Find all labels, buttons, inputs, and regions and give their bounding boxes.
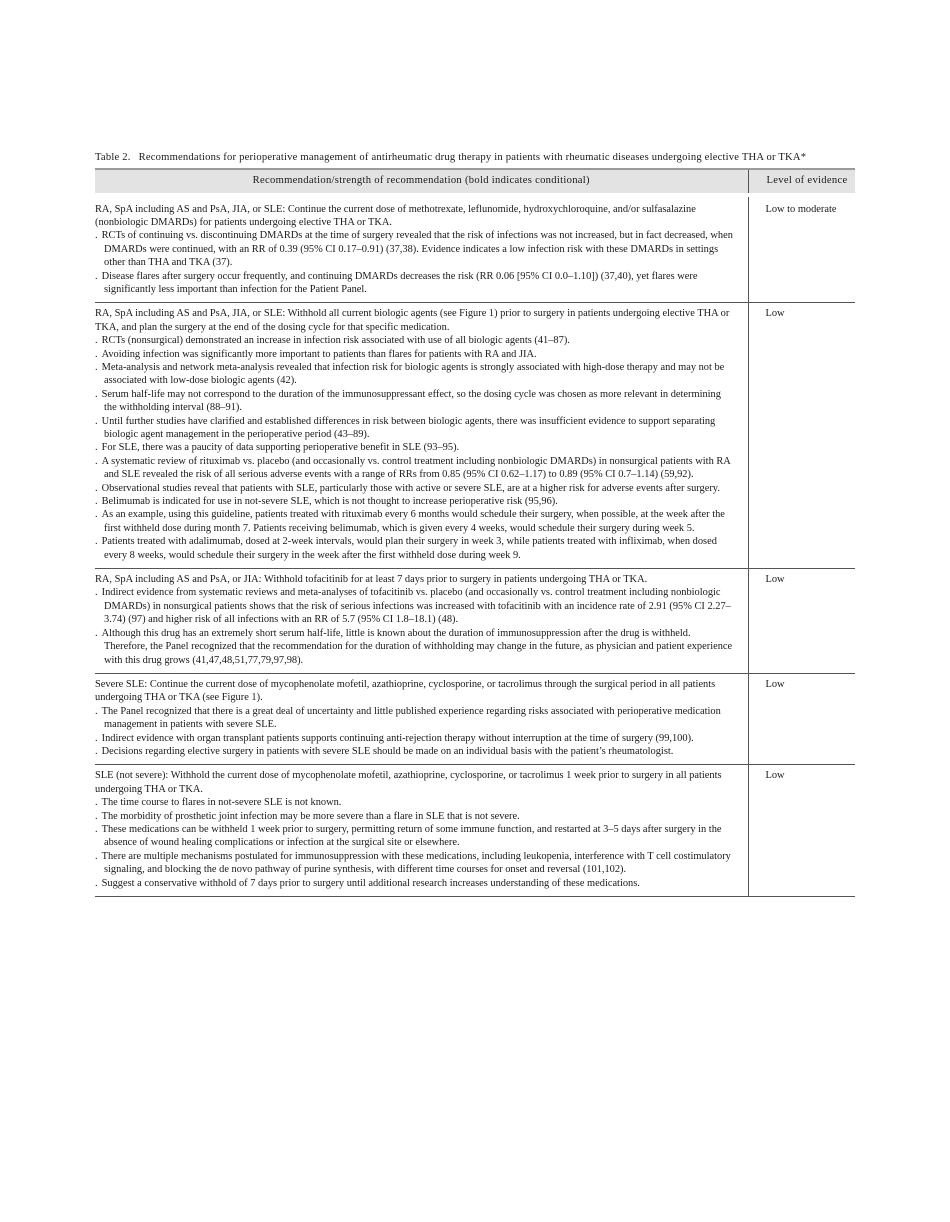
evidence-bullet: . The Panel recognized that there is a great deal of uncertainty and little published experience regarding risks associated with perioperative medication management in patients with severe SLE. [95,705,734,732]
evidence-bullet: . Suggest a conservative withhold of 7 days prior to surgery until additional research increases understanding of these medications. [95,877,734,890]
evidence-bullet: . Belimumab is indicated for use in not-severe SLE, which is not thought to increase perioperative risk (95,96). [95,495,734,508]
level-of-evidence-cell: Low [748,765,855,897]
table-body [95,195,855,897]
evidence-bullet: . Meta-analysis and network meta-analysis revealed that infection risk for biologic agents is strongly associated with high-dose therapy and may not be associated with low-dose biologic agents (42). [95,361,734,388]
evidence-bullet: . Until further studies have clarified and established differences in risk between biologic agents, there was insufficient evidence to support separating biologic agent management in the perioperative period (43–89). [95,415,734,442]
level-of-evidence-cell: Low [748,673,855,764]
evidence-bullet: . RCTs of continuing vs. discontinuing DMARDs at the time of surgery revealed that the risk of infections was not increased, but in fact decreased, when DMARDs were continued, with an RR of 0.39 (95% CI 0.17–0.91) (37,38). Evidence indicates a low infection risk with these DMARDs in settings other than THA and TKA (37). [95,229,734,269]
evidence-bullet: . Observational studies reveal that patients with SLE, particularly those with active or severe SLE, are at a higher risk for adverse events after surgery. [95,482,734,495]
header-recommendation: Recommendation/strength of recommendation (bold indicates conditional) [95,169,748,195]
recommendation-text: SLE (not severe): Withhold the current dose of mycophenolate mofetil, azathioprine, cyclosporine, or tacrolimus 1 week prior to surgery in all patients undergoing THA or TKA. [95,770,722,795]
evidence-bullet: . There are multiple mechanisms postulated for immunosuppression with these medications, including leukopenia, interference with T cell costimulatory signaling, and blocking the de novo pathway of purine synthesis, with different time courses for onset and reversal (101,102). [95,850,734,877]
recommendation-cell [95,303,748,569]
evidence-bullet: . The time course to flares in not-severe SLE is not known. [95,796,734,809]
supporting-evidence-list [95,796,734,890]
evidence-bullet: . Serum half-life may not correspond to the duration of the immunosuppressant effect, so the dosing cycle was chosen as more relevant in determining the withholding interval (88–91). [95,388,734,415]
level-of-evidence-cell: Low to moderate [748,195,855,303]
evidence-bullet: . Avoiding infection was significantly more important to patients than flares for patients with RA and JIA. [95,348,734,361]
level-of-evidence-cell: Low [748,303,855,569]
level-of-evidence-cell: Low [748,569,855,674]
recommendation-cell [95,195,748,303]
recommendation-text: RA, SpA including AS and PsA, JIA, or SLE: Continue the current dose of methotrexate, leflunomide, hydroxychloroquine, and/or sulfasalazine (nonbiologic DMARDs) for patients undergoing elective THA or TKA. [95,203,696,228]
evidence-bullet: . As an example, using this guideline, patients treated with rituximab every 6 months would schedule their surgery, when possible, at the week after the first withheld dose during month 7. Patients receiving belimumab, which is given every 4 weeks, would schedule their surgery during week 5. [95,508,734,535]
table-header-row [95,169,855,195]
evidence-bullet: . A systematic review of rituximab vs. placebo (and occasionally vs. control treatment including nonbiologic DMARDs) in nonsurgical patients with RA and SLE revealed the risk of all serious adverse events with a range of RRs from 0.85 (95% CI 0.62–1.17) to 0.89 (95% CI 0.7–1.14) (59,92). [95,455,734,482]
supporting-evidence-list [95,586,734,666]
recommendations-table [95,168,855,898]
recommendation-text: Severe SLE: Continue the current dose of mycophenolate mofetil, azathioprine, cyclosporine, or tacrolimus through the surgical period in all patients undergoing THA or TKA (see Figure 1). [95,678,716,704]
table-caption [95,151,855,165]
table-row [95,195,855,303]
evidence-bullet: . Although this drug has an extremely short serum half-life, little is known about the duration of immunosuppression after the drug is withheld. Therefore, the Panel recognized that the recommendation for the duration of withholding may change in the future, as physician and patient experience with this drug grows (41,47,48,51,77,79,97,98). [95,627,734,667]
evidence-bullet: . Indirect evidence with organ transplant patients supports continuing anti-rejection therapy without interruption at the time of surgery (99,100). [95,732,734,745]
table-row [95,303,855,569]
evidence-bullet: . Indirect evidence from systematic reviews and meta-analyses of tofacitinib vs. placebo (and occasionally vs. control treatment including nonbiologic DMARDs) in nonsurgical patients shows that the risk of serious infections was increased with tofacitinib with an incidence rate of 2.91 (95% CI 2.27–3.74) (97) and higher risk of all infections with an RR of 5.7 (95% CI 1.8–18.1) (48). [95,586,734,626]
supporting-evidence-list [95,229,734,296]
table-row [95,673,855,764]
supporting-evidence-list [95,334,734,562]
table-title: Recommendations for perioperative management of antirheumatic drug therapy in patients with rheumatic diseases undergoing elective THA or TKA* [138,152,807,163]
table-label: Table 2. [95,152,131,163]
evidence-bullet: . These medications can be withheld 1 week prior to surgery, permitting return of some immune function, and restarted at 3–5 days after surgery in the absence of wound healing complications or infection at the surgical site or elsewhere. [95,823,734,850]
supporting-evidence-list [95,705,734,759]
page [95,151,855,897]
evidence-bullet: . The morbidity of prosthetic joint infection may be more severe than a flare in SLE that is not severe. [95,810,734,823]
header-level-of-evidence: Level of evidence [748,169,855,195]
recommendation-cell [95,673,748,764]
recommendation-cell [95,765,748,897]
recommendation-cell [95,569,748,674]
recommendation-text: RA, SpA including AS and PsA, JIA, or SLE: Withhold all current biologic agents (see Figure 1) prior to surgery in patients undergoing elective THA or TKA, and plan the surgery at the end of the dosing cycle for that specific medication. [95,308,730,333]
evidence-bullet: . Disease flares after surgery occur frequently, and continuing DMARDs decreases the risk (RR 0.06 [95% CI 0.0–1.10]) (37,40), yet flares were significantly less important than infection for the Patient Panel. [95,270,734,297]
evidence-bullet: . RCTs (nonsurgical) demonstrated an increase in infection risk associated with use of all biologic agents (41–87). [95,334,734,347]
recommendation-text: RA, SpA including AS and PsA, or JIA: Withhold tofacitinib for at least 7 days prior to surgery in patients undergoing THA or TKA. [95,574,648,586]
evidence-bullet: . Decisions regarding elective surgery in patients with severe SLE should be made on an individual basis with the patient’s rheumatologist. [95,745,734,758]
table-row [95,765,855,897]
evidence-bullet: . Patients treated with adalimumab, dosed at 2-week intervals, would plan their surgery in week 3, while patients treated with infliximab, when dosed every 8 weeks, would schedule their surgery in the week after the first withheld dose during week 9. [95,535,734,562]
table-row [95,569,855,674]
evidence-bullet: . For SLE, there was a paucity of data supporting perioperative benefit in SLE (93–95). [95,441,734,454]
